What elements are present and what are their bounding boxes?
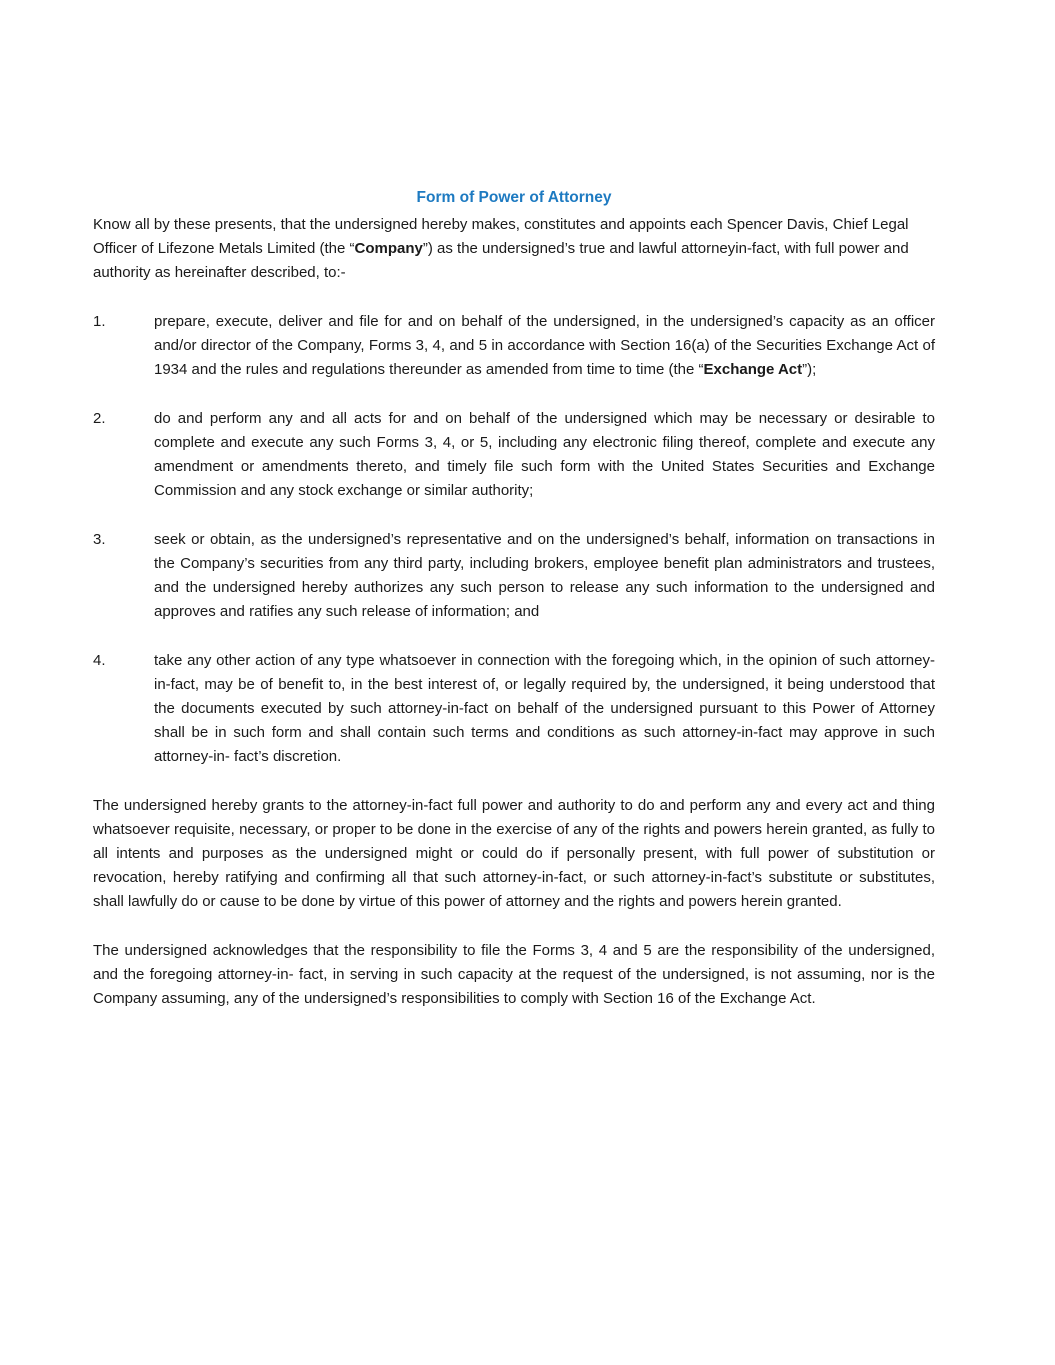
grant-of-authority-paragraph: The undersigned hereby grants to the attorney-in-fact full power and authority to do and perform any and every act and thing whatsoever requisite, necessary, or proper to be done in the exercise of any of the rights and powers herein granted, as fully to all intents and purposes as the undersigned might or could do if personally present, with full power of substitution or revocation, hereby ratifying and confirming all that such attorney-in-fact, or such attorney-in-fact’s substitute or substitutes, shall lawfully do or cause to be done by virtue of this power of attorney and the rights and powers herein granted. <box>93 797 935 910</box>
list-item-1 <box>93 310 935 382</box>
list-item-2-number: 2. <box>93 410 106 427</box>
list-item-1-text-part2: ”); <box>802 361 817 378</box>
intro-text-part1: Know all by these presents, that the undersigned hereby makes, constitutes and appoints each Spencer Davis, Chief Legal Officer of Lifezone Metals Limited (the “ <box>93 216 909 257</box>
list-item-3 <box>93 528 935 624</box>
list-item-4-number: 4. <box>93 652 106 669</box>
exchange-act-defined-term: Exchange Act <box>703 361 803 378</box>
intro-paragraph <box>93 213 935 285</box>
list-item-3-text: seek or obtain, as the undersigned’s representative and on the undersigned’s behalf, information on transactions in the Company’s securities from any third party, including brokers, employee benefit plan administrators and trustees, and the undersigned hereby authorizes any such person to release any such information to the undersigned and approves and ratifies any such release of information; and <box>154 531 935 620</box>
list-item-4 <box>93 649 935 769</box>
list-item-3-number: 3. <box>93 531 106 548</box>
intro-text-part2: ”) as the undersigned’s true and lawful attorneyin-fact, with full power and authority as hereinafter described, to:- <box>93 240 909 281</box>
document-page <box>93 186 935 1036</box>
list-item-1-number: 1. <box>93 313 106 330</box>
list-item-2 <box>93 407 935 503</box>
list-item-2-text: do and perform any and all acts for and on behalf of the undersigned which may be necessary or desirable to complete and execute any such Forms 3, 4, or 5, including any electronic filing thereof, complete and execute any amendment or amendments thereto, and timely file such form with the United States Securities and Exchange Commission and any stock exchange or similar authority; <box>154 410 935 499</box>
acknowledgement-paragraph: The undersigned acknowledges that the responsibility to file the Forms 3, 4 and 5 are the responsibility of the undersigned, and the foregoing attorney-in- fact, in serving in such capacity at the request of the undersigned, is not assuming, nor is the Company assuming, any of the undersigned’s responsibilities to comply with Section 16 of the Exchange Act. <box>93 942 935 1007</box>
list-item-4-text: take any other action of any type whatsoever in connection with the foregoing which, in the opinion of such attorney-in-fact, may be of benefit to, in the best interest of, or legally required by, the undersigned, it being understood that the documents executed by such attorney-in-fact on behalf of the undersigned pursuant to this Power of Attorney shall be in such form and shall contain such terms and conditions as such attorney-in-fact may approve in such attorney-in- fact’s discretion. <box>154 652 935 765</box>
company-defined-term: Company <box>354 240 423 257</box>
list-item-1-body <box>154 313 935 378</box>
list-item-1-text-part1: prepare, execute, deliver and file for and on behalf of the undersigned, in the undersigned’s capacity as an officer and/or director of the Company, Forms 3, 4, and 5 in accordance with Section 16(a) of the Securities Exchange Act of 1934 and the rules and regulations thereunder as amended from time to time (the “ <box>154 313 935 378</box>
document-title: Form of Power of Attorney <box>416 189 612 206</box>
